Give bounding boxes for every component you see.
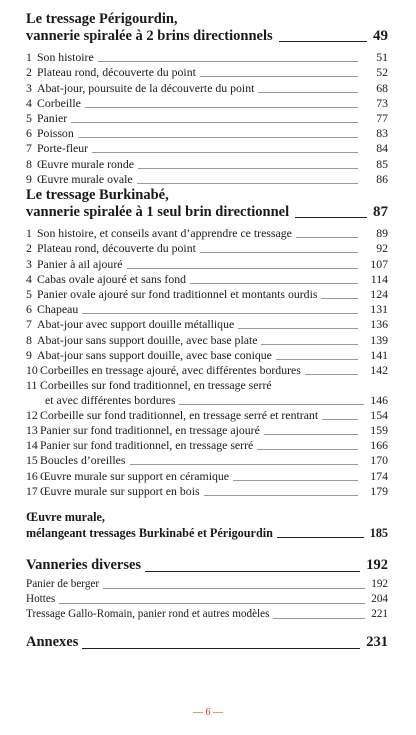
toc-entry-number: 5 xyxy=(26,110,32,125)
toc-entry-label: Son histoire xyxy=(37,50,94,65)
leader-line xyxy=(82,648,360,649)
leader-line xyxy=(200,252,358,253)
toc-entry-title xyxy=(26,157,134,172)
toc-entry-title xyxy=(26,96,81,111)
leader-line xyxy=(204,495,358,496)
toc-entry[interactable] xyxy=(26,256,388,271)
toc-entry[interactable] xyxy=(26,156,388,171)
toc-section-burkinabe xyxy=(26,187,388,499)
toc-entry[interactable] xyxy=(26,317,388,332)
section-title-line1: Le tressage Burkinabé, xyxy=(26,187,169,203)
toc-entry-page: 141 xyxy=(370,347,388,362)
toc-entry[interactable] xyxy=(26,287,388,302)
toc-entry-label: Corbeille sur fond traditionnel, en tressage serré et rentrant xyxy=(40,407,319,422)
leader-line xyxy=(71,122,358,123)
toc-entry[interactable] xyxy=(26,172,388,187)
toc-item-list xyxy=(26,577,388,622)
toc-entry[interactable] xyxy=(26,453,388,468)
toc-entry-title xyxy=(26,378,272,393)
toc-entry[interactable] xyxy=(26,96,388,111)
toc-entry-number: 1 xyxy=(26,226,32,241)
section-title-line2: mélangeant tressages Burkinabé et Périgourdin xyxy=(26,525,273,540)
section-page-number: 49 xyxy=(373,28,388,44)
toc-entry-label: Panier xyxy=(37,110,68,125)
section-title-line1: Le tressage Périgourdin, xyxy=(26,11,178,27)
toc-entry-title xyxy=(26,172,133,187)
section-title-line1: Œuvre murale, xyxy=(26,510,105,524)
leader-line xyxy=(257,449,358,450)
toc-entry-number: 8 xyxy=(26,332,32,347)
leader-line xyxy=(273,618,365,619)
leader-line xyxy=(322,419,358,420)
toc-entry-label: Panier sur fond traditionnel, en tressage ajouré xyxy=(40,423,260,438)
toc-entry-title xyxy=(26,287,317,302)
toc-entry-number: 2 xyxy=(26,65,32,80)
leader-line xyxy=(261,344,358,345)
toc-entry[interactable] xyxy=(26,50,388,65)
section-title-line2: vannerie spiralée à 1 seul brin directionnel xyxy=(26,204,290,220)
toc-entry-number: 8 xyxy=(26,156,32,171)
toc-entry[interactable] xyxy=(26,607,388,622)
leader-line xyxy=(138,168,358,169)
toc-entry-page: 221 xyxy=(371,608,388,620)
toc-entry-page: 142 xyxy=(370,362,388,377)
leader-line xyxy=(296,237,358,238)
toc-entry-page: 73 xyxy=(376,95,388,110)
toc-entry-title xyxy=(26,317,234,332)
section-page-number: 231 xyxy=(366,634,388,650)
section-page-number: 192 xyxy=(366,557,388,573)
toc-entry-label: Œuvre murale ovale xyxy=(37,171,133,186)
toc-entry-number: 14 xyxy=(26,438,38,453)
leader-line xyxy=(59,603,365,604)
toc-entry-page: 52 xyxy=(376,65,388,80)
leader-line xyxy=(179,404,364,405)
toc-entry-number: 6 xyxy=(26,302,32,317)
toc-entry-label: Hottes xyxy=(26,593,56,605)
toc-entry-label: Boucles d’oreilles xyxy=(40,453,126,468)
toc-entry-page: 131 xyxy=(370,302,388,317)
toc-entry-label: Abat-jour sans support douille, avec base conique xyxy=(37,347,272,362)
toc-entry-label: Cabas ovale ajouré et sans fond xyxy=(37,271,187,286)
leader-line xyxy=(258,92,358,93)
toc-entry-title xyxy=(26,65,196,80)
toc-entry-page: 146 xyxy=(370,392,388,407)
toc-section-perigourdin xyxy=(26,11,388,187)
toc-entry-title xyxy=(26,50,94,65)
toc-entry-page: 51 xyxy=(376,50,388,65)
toc-entry-label: Son histoire, et conseils avant d’apprendre ce tressage xyxy=(37,226,292,241)
toc-entry-number: 4 xyxy=(26,271,32,286)
leader-line xyxy=(78,137,358,138)
toc-entry-label: Abat-jour avec support douille métallique xyxy=(37,317,235,332)
toc-entry-label: Œuvre murale ronde xyxy=(37,156,134,171)
toc-entry-number: 9 xyxy=(26,347,32,362)
toc-entry-title xyxy=(26,484,200,499)
section-page-number: 87 xyxy=(373,204,388,220)
toc-entry-title xyxy=(26,111,67,126)
leader-line xyxy=(103,588,365,589)
toc-entry[interactable] xyxy=(26,332,388,347)
toc-entry[interactable] xyxy=(26,577,388,592)
toc-entry-title xyxy=(26,408,318,423)
section-title: Vanneries diverses xyxy=(26,557,142,573)
leader-line xyxy=(295,217,367,218)
toc-entry[interactable] xyxy=(26,126,388,141)
toc-entry-label-continued: et avec différentes bordures xyxy=(45,392,176,407)
toc-entry-page: 92 xyxy=(376,241,388,256)
toc-entry-page: 114 xyxy=(370,271,388,286)
toc-entry-page: 68 xyxy=(376,80,388,95)
toc-entry-label: Plateau rond, découverte du point xyxy=(37,241,196,256)
leader-line xyxy=(137,183,358,184)
toc-entry-page: 139 xyxy=(370,332,388,347)
toc-entry-number: 6 xyxy=(26,126,32,141)
toc-entry-title xyxy=(26,423,260,438)
leader-line xyxy=(276,359,358,360)
toc-entry[interactable] xyxy=(26,363,388,378)
leader-line xyxy=(321,298,358,299)
leader-line xyxy=(82,313,358,314)
toc-entry-number: 17 xyxy=(26,483,38,498)
toc-entry[interactable] xyxy=(26,378,388,393)
toc-entry-title xyxy=(26,469,229,484)
leader-line xyxy=(305,374,358,375)
toc-item-list xyxy=(26,50,388,187)
leader-line xyxy=(279,41,367,42)
toc-entry-page: 77 xyxy=(376,110,388,125)
section-title-row[interactable] xyxy=(26,632,388,652)
toc-entry-page: 85 xyxy=(376,156,388,171)
toc-entry[interactable] xyxy=(26,468,388,483)
toc-entry[interactable] xyxy=(26,80,388,95)
toc-entry-number: 5 xyxy=(26,286,32,301)
toc-item-list xyxy=(26,226,388,499)
toc-entry-title xyxy=(26,438,253,453)
toc-section-annexes xyxy=(26,632,388,652)
toc-entry-title xyxy=(26,226,292,241)
toc-entry[interactable] xyxy=(26,111,388,126)
toc-entry-page: 159 xyxy=(370,423,388,438)
toc-entry-page: 136 xyxy=(370,317,388,332)
toc-entry-number: 7 xyxy=(26,141,32,156)
section-title xyxy=(26,187,388,204)
leader-line xyxy=(190,283,358,284)
toc-entry-number: 12 xyxy=(26,407,38,422)
toc-entry-label: Panier à ail ajouré xyxy=(37,256,123,271)
section-title xyxy=(26,510,388,526)
toc-entry-label: Panier de berger xyxy=(26,578,100,590)
toc-entry[interactable] xyxy=(26,65,388,80)
leader-line xyxy=(127,268,359,269)
toc-entry-page: 179 xyxy=(370,483,388,498)
toc-entry-page: 174 xyxy=(370,468,388,483)
toc-entry-label: Corbeilles sur fond traditionnel, en tressage serré xyxy=(40,378,272,393)
toc-entry-label: Œuvre murale sur support en bois xyxy=(40,483,200,498)
leader-line xyxy=(98,61,358,62)
toc-entry[interactable] xyxy=(26,484,388,499)
leader-line xyxy=(233,480,358,481)
toc-entry-title xyxy=(26,126,74,141)
toc-entry[interactable] xyxy=(26,302,388,317)
leader-line xyxy=(85,107,358,108)
toc-entry-page: 192 xyxy=(371,578,388,590)
toc-entry-number: 13 xyxy=(26,423,38,438)
toc-entry-title xyxy=(26,348,272,363)
leader-line xyxy=(200,76,358,77)
toc-entry-page: 107 xyxy=(370,256,388,271)
toc-entry-label: Œuvre murale sur support en céramique xyxy=(40,468,230,483)
toc-entry-label: Corbeille xyxy=(37,95,81,110)
toc-entry[interactable] xyxy=(26,438,388,453)
leader-line xyxy=(130,464,358,465)
toc-entry-label: Tressage Gallo-Romain, panier rond et autres modèles xyxy=(26,608,270,620)
toc-entry-title xyxy=(26,333,257,348)
toc-entry-label: Corbeilles en tressage ajouré, avec différentes bordures xyxy=(40,362,301,377)
toc-entry-page: 83 xyxy=(376,126,388,141)
section-title-row[interactable] xyxy=(26,526,388,542)
toc-entry[interactable] xyxy=(26,272,388,287)
toc-entry-title xyxy=(26,241,196,256)
toc-entry-number: 16 xyxy=(26,468,38,483)
page-footer-number: — 6 — xyxy=(193,707,223,718)
toc-section-oeuvre-murale xyxy=(26,510,388,541)
toc-entry-page: 166 xyxy=(370,438,388,453)
toc-entry-label: Panier ovale ajouré sur fond traditionnel et montants ourdis xyxy=(37,286,318,301)
toc-entry-page: 86 xyxy=(376,171,388,186)
toc-entry-number: 10 xyxy=(26,362,38,377)
toc-entry-page: 89 xyxy=(376,226,388,241)
toc-entry-title xyxy=(26,272,186,287)
toc-entry-page: 124 xyxy=(370,286,388,301)
toc-entry-page: 170 xyxy=(370,453,388,468)
toc-entry[interactable] xyxy=(26,423,388,438)
toc-section-vanneries-diverses xyxy=(26,555,388,622)
toc-entry-title xyxy=(26,81,254,96)
section-title-row[interactable] xyxy=(26,204,388,221)
toc-entry-page: 204 xyxy=(371,593,388,605)
toc-entry[interactable] xyxy=(26,226,388,241)
toc-entry-label: Poisson xyxy=(37,126,74,141)
toc-entry-title xyxy=(26,363,301,378)
toc-entry-page: 154 xyxy=(370,407,388,422)
section-title xyxy=(26,11,388,28)
leader-line xyxy=(264,434,358,435)
toc-entry[interactable] xyxy=(26,592,388,607)
toc-entry-number: 4 xyxy=(26,95,32,110)
toc-entry-number: 2 xyxy=(26,241,32,256)
toc-entry-number: 7 xyxy=(26,317,32,332)
toc-entry-label: Porte-fleur xyxy=(37,141,89,156)
toc-entry-number: 1 xyxy=(26,50,32,65)
toc-entry-label: Abat-jour sans support douille, avec base plate xyxy=(37,332,258,347)
toc-entry-title xyxy=(26,302,78,317)
toc-entry-title xyxy=(26,453,126,468)
toc-entry-continued[interactable] xyxy=(26,393,388,408)
toc-entry-page: 84 xyxy=(376,141,388,156)
toc-entry-label: Plateau rond, découverte du point xyxy=(37,65,196,80)
toc-entry-label: Chapeau xyxy=(37,302,79,317)
toc-entry-number: 9 xyxy=(26,171,32,186)
toc-entry-label: Abat-jour, poursuite de la découverte du point xyxy=(37,80,255,95)
leader-line xyxy=(277,537,364,538)
toc-entry-number: 15 xyxy=(26,453,38,468)
section-title-row[interactable] xyxy=(26,555,388,575)
toc-entry-number: 3 xyxy=(26,256,32,271)
toc-entry-title xyxy=(26,141,88,156)
section-page-number: 185 xyxy=(369,525,388,540)
toc-entry[interactable] xyxy=(26,348,388,363)
section-title-line2: vannerie spiralée à 2 brins directionnels xyxy=(26,28,273,44)
toc-entry-number: 3 xyxy=(26,80,32,95)
toc-entry[interactable] xyxy=(26,408,388,423)
toc-entry-title xyxy=(26,257,123,272)
leader-line xyxy=(92,152,358,153)
leader-line xyxy=(145,571,360,572)
toc-entry-number: 11 xyxy=(26,378,38,393)
section-title-row[interactable] xyxy=(26,28,388,45)
toc-entry[interactable] xyxy=(26,241,388,256)
toc-entry-label: Panier sur fond traditionnel, en tressage serré xyxy=(40,438,254,453)
section-title: Annexes xyxy=(26,634,79,650)
leader-line xyxy=(238,328,358,329)
toc-entry[interactable] xyxy=(26,141,388,156)
